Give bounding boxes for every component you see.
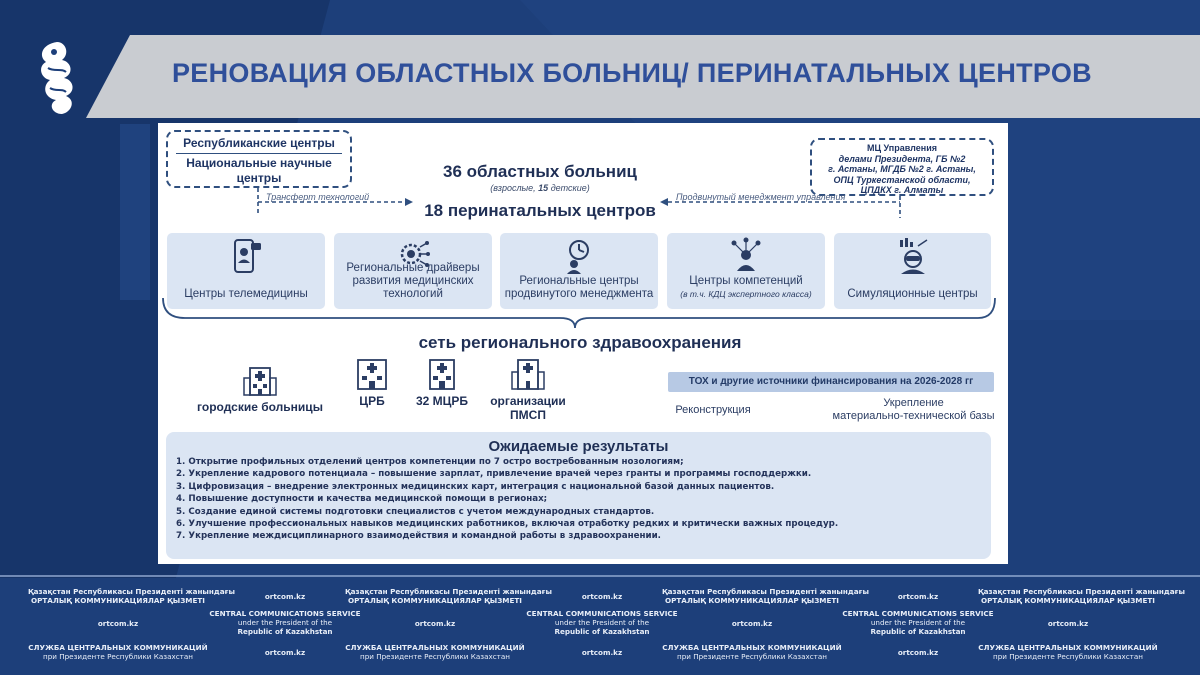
card-simulation <box>834 233 991 309</box>
footer-site-9: ortcom.kz <box>581 648 623 657</box>
network-district-hospitals <box>346 356 398 408</box>
doctor-network-icon <box>729 237 763 275</box>
perinatal-centers-count: 18 перинатальных центров <box>424 201 656 220</box>
footer-site-10: ortcom.kz <box>897 648 939 657</box>
expected-results-title: Ожидаемые результаты <box>488 438 669 455</box>
footer-site-4: ortcom.kz <box>97 619 139 628</box>
footer-en-2: CENTRAL COMMUNICATIONS SERVICE under the President of the Republic of Kazakhstan <box>526 609 678 636</box>
result-item: 6. Улучшение профессиональных навыков медицинских работников, включая отработку редких и критически важных процедур. <box>176 519 839 530</box>
regional-hospitals-count: 36 областных больниц <box>443 162 637 181</box>
hospitals-breakdown-b: 15 <box>538 183 549 193</box>
primary-care-building-icon <box>510 356 546 390</box>
footer-ru-4: СЛУЖБА ЦЕНТРАЛЬНЫХ КОММУНИКАЦИЙ при Президенте Республики Казахстан <box>978 643 1158 661</box>
telemedicine-phone-icon <box>229 237 263 275</box>
network-city-hospitals-label: городские больницы <box>197 400 323 414</box>
republican-centers-label: Республиканские центры <box>183 136 335 150</box>
footer-site-6: ortcom.kz <box>731 619 773 628</box>
national-centers-label-1: Национальные научные <box>186 156 332 170</box>
presidential-centers-box <box>810 138 994 196</box>
network-interdistrict-hospitals <box>408 356 476 408</box>
expected-results-box <box>166 432 991 559</box>
footer-ru-3: СЛУЖБА ЦЕНТРАЛЬНЫХ КОММУНИКАЦИЙ при Президенте Республики Казахстан <box>662 643 842 661</box>
network-primary-care-label: организации ПМСП <box>490 394 566 422</box>
result-item: 2. Укрепление кадрового потенциала – повышение зарплат, привлечение врачей через гранты и программы господдержки. <box>176 469 812 480</box>
footer-en-3: CENTRAL COMMUNICATIONS SERVICE under the President of the Republic of Kazakhstan <box>842 609 994 636</box>
network-city-hospitals <box>180 362 340 414</box>
card-tech-drivers-label: Региональные драйверы развития медицинских технологий <box>346 262 480 300</box>
page-title: РЕНОВАЦИЯ ОБЛАСТНЫХ БОЛЬНИЦ/ ПЕРИНАТАЛЬНЫХ ЦЕНТРОВ <box>172 58 1092 88</box>
right-box-line-5: ЦПДКХ г. Алматы <box>860 185 944 195</box>
city-hospital-icon <box>242 362 278 396</box>
card-management-label: Региональные центры продвинутого менеджмента <box>504 275 654 300</box>
technology-transfer-label: Трансферт технологий <box>266 192 370 202</box>
interdistrict-hospital-icon <box>424 356 460 390</box>
footer-ru-2: СЛУЖБА ЦЕНТРАЛЬНЫХ КОММУНИКАЦИЙ при Президенте Республики Казахстан <box>345 643 525 661</box>
advanced-management-label: Продвинутый менеджмент управления <box>676 192 846 202</box>
footer-kz-1: Қазақстан Республикасы Президенті жанындағы ОРТАЛЫҚ КОММУНИКАЦИЯЛАР ҚЫЗМЕТІ <box>28 587 235 605</box>
right-box-line-3: г. Астаны, МГДБ №2 г. Астаны, <box>828 164 976 174</box>
right-box-line-1: МЦ Управления <box>866 143 937 153</box>
footer-site-2: ortcom.kz <box>581 592 623 601</box>
network-interdistrict-hospitals-label: 32 МЦРБ <box>415 394 469 408</box>
result-item: 3. Цифровизация – внедрение электронных медицинских карт, интеграция с национальной базой данных пациентов. <box>176 481 775 492</box>
simulation-vr-icon <box>896 237 930 275</box>
result-item: 4. Повышение доступности и качества медицинской помощи в регионах; <box>176 494 548 505</box>
right-box-line-4: ОПЦ Туркестанской области, <box>833 174 971 185</box>
footer-kz-2: Қазақстан Республикасы Президенті жанындағы ОРТАЛЫҚ КОММУНИКАЦИЯЛАР ҚЫЗМЕТІ <box>345 587 552 605</box>
result-item: 5. Создание единой системы подготовки специалистов с учетом международных стандартов. <box>176 506 655 517</box>
reconstruction-label: Реконструкция <box>675 404 751 416</box>
card-management <box>500 233 658 309</box>
card-telemedicine <box>167 233 325 309</box>
right-box-line-2: делами Президента, ГБ №2 <box>838 153 966 164</box>
funding-bar: ТОХ и другие источники финансирования на 2026-2028 гг <box>668 372 994 392</box>
footer-site-3: ortcom.kz <box>897 592 939 601</box>
republican-centers-box <box>166 130 352 188</box>
strengthening-label-1: Укрепление <box>883 397 944 409</box>
card-telemedicine-label: Центры телемедицины <box>184 288 308 300</box>
manager-clock-icon <box>562 237 596 275</box>
strengthening-label <box>826 397 1001 423</box>
hospitals-breakdown <box>395 183 685 193</box>
card-competence-sub: (в т.ч. КДЦ экспертного класса) <box>680 289 812 299</box>
network-primary-care <box>478 356 578 422</box>
hospitals-breakdown-c: детские) <box>548 183 590 193</box>
result-item: 1. Открытие профильных отделений центров компетенции по 7 остро востребованным нозологиям; <box>176 457 684 467</box>
card-simulation-label: Симуляционные центры <box>847 288 978 300</box>
footer-en-1: CENTRAL COMMUNICATIONS SERVICE under the President of the Republic of Kazakhstan <box>209 609 361 636</box>
footer-site-7: ortcom.kz <box>1047 619 1089 628</box>
footer-banner <box>0 578 1200 675</box>
footer-kz-4: Қазақстан Республикасы Президенті жанындағы ОРТАЛЫҚ КОММУНИКАЦИЯЛАР ҚЫЗМЕТІ <box>978 587 1185 605</box>
footer-site-1: ortcom.kz <box>264 592 306 601</box>
footer-ru-1: СЛУЖБА ЦЕНТРАЛЬНЫХ КОММУНИКАЦИЙ при Президенте Республики Казахстан <box>28 643 208 661</box>
card-competence-label <box>671 275 821 301</box>
national-centers-label-2: центры <box>236 171 282 185</box>
hospitals-breakdown-a: (взрослые, <box>490 183 539 193</box>
regional-network-title: сеть регионального здравоохранения <box>418 333 742 352</box>
district-hospital-icon <box>354 356 390 390</box>
result-item: 7. Укрепление междисциплинарного взаимодействия и командной работы в здравоохранении. <box>176 531 661 542</box>
strengthening-label-2: материально-технической базы <box>832 410 995 422</box>
card-competence <box>667 233 825 309</box>
footer-kz-3: Қазақстан Республикасы Президенті жанындағы ОРТАЛЫҚ КОММУНИКАЦИЯЛАР ҚЫЗМЕТІ <box>662 587 869 605</box>
expected-results-list <box>176 456 983 543</box>
card-competence-title: Центры компетенций <box>689 275 803 287</box>
network-district-hospitals-label: ЦРБ <box>359 394 385 408</box>
footer-site-5: ortcom.kz <box>414 619 456 628</box>
card-tech-drivers <box>334 233 492 309</box>
footer-site-8: ortcom.kz <box>264 648 306 657</box>
